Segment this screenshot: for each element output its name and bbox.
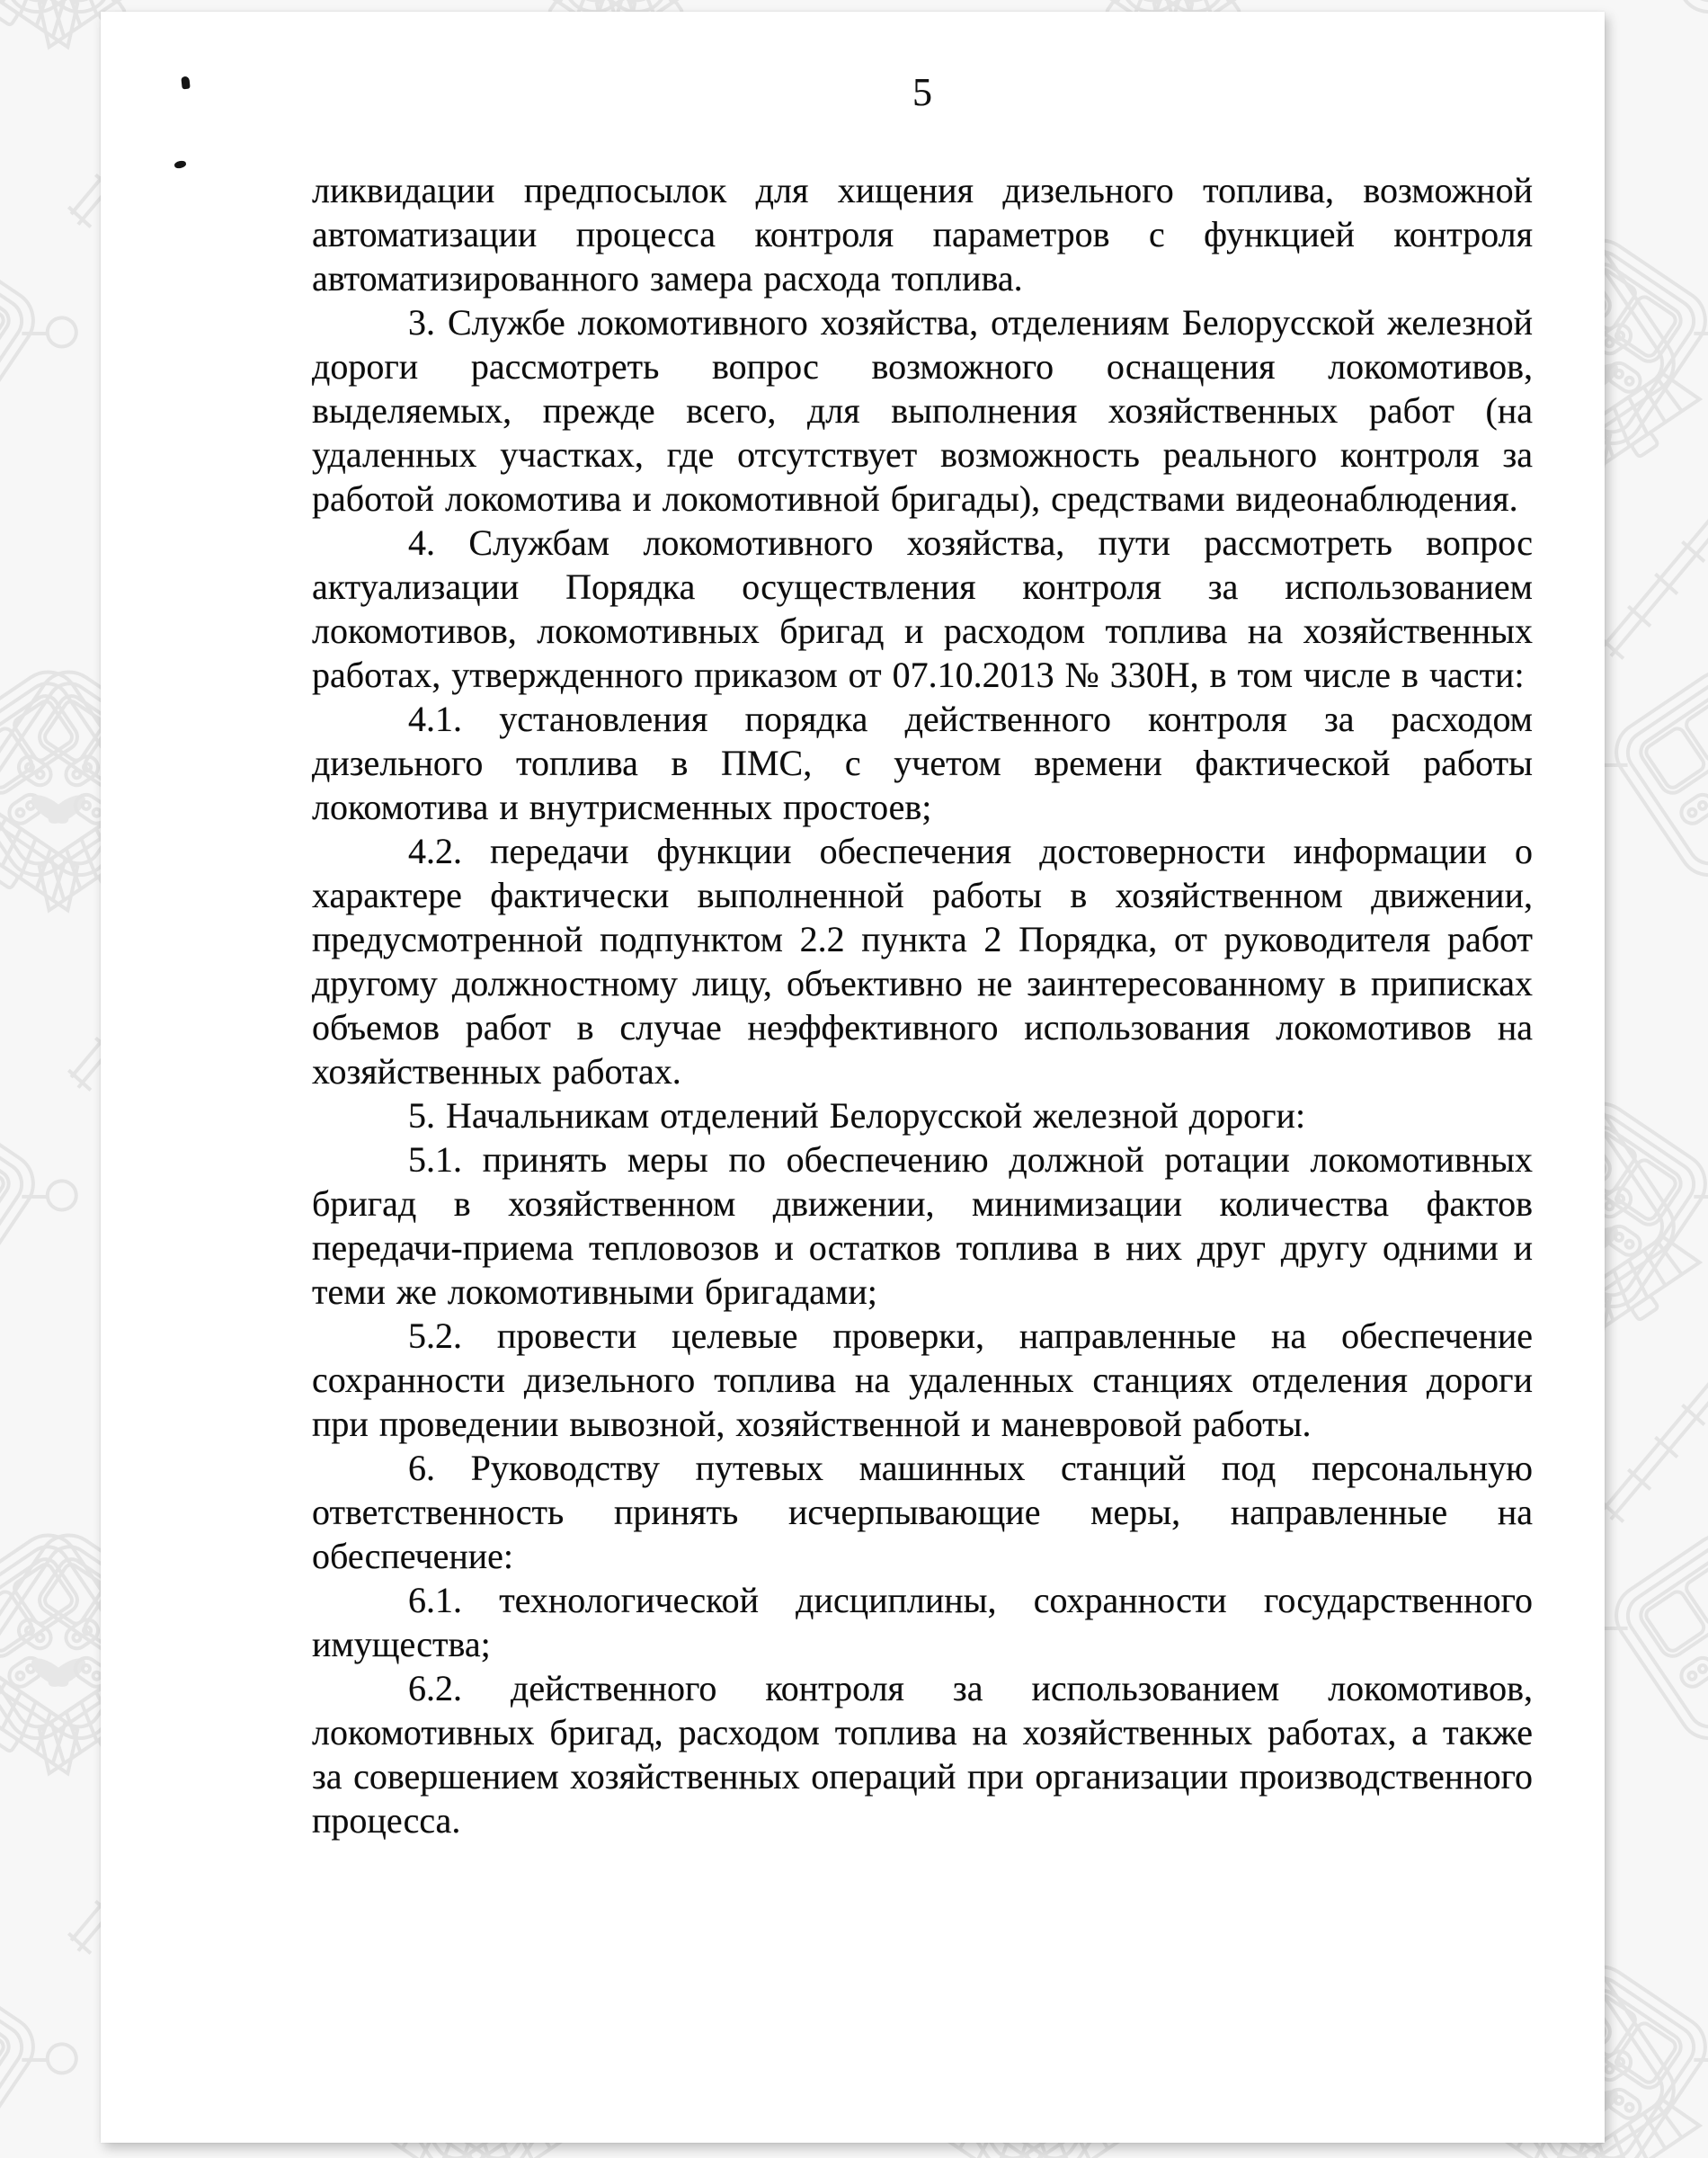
paragraph-item-4-2: 4.2. передачи функции обеспечения достоверности информации о характере фактически выполненной работы в хозяйственном движении, предусмотренной подпунктом 2.2 пункта 2 Порядка, от руководителя работ другому должностному лицу, объективно не заинтересованному в приписках объемов работ в случае неэффективного использования локомотивов на хозяйственных работах. [312,831,1533,1092]
paragraph-item-4: 4. Службам локомотивного хозяйства, пути рассмотреть вопрос актуализации Порядка осуществления контроля за использованием локомотивов, локомотивных бригад и расходом топлива на хозяйственных работах, утвержденного приказом от 07.10.2013 № 330Н, в том числе в части: [312,522,1533,695]
paragraph-item-5-2: 5.2. провести целевые проверки, направленные на обеспечение сохранности дизельного топлива на удаленных станциях отделения дороги при проведении вывозной, хозяйственной и маневровой работы. [312,1315,1533,1444]
paragraph-item-6-1: 6.1. технологической дисциплины, сохранности государственного имущества; [312,1580,1533,1664]
page-content [101,12,1605,1842]
document-page [101,12,1605,2143]
paragraph-item-5-1: 5.1. принять меры по обеспечению должной ротации локомотивных бригад в хозяйственном движении, минимизации количества фактов передачи-приема тепловозов и остатков топлива в них друг другу одними и теми же локомотивными бригадами; [312,1139,1533,1312]
paragraph-item-6-2: 6.2. действенного контроля за использованием локомотивов, локомотивных бригад, расходом топлива на хозяйственных работах, а также за совершением хозяйственных операций при организации производственного процесса. [312,1668,1533,1841]
paragraph-item-5: 5. Начальникам отделений Белорусской железной дороги: [408,1095,1306,1136]
ink-speck [181,76,190,90]
paragraph-item-3: 3. Службе локомотивного хозяйства, отделениям Белорусской железной дороги рассмотреть вопрос возможного оснащения локомотивов, выделяемых, прежде всего, для выполнения хозяйственных работ (на удаленных участках, где отсутствует возможность реального контроля за работой локомотива и локомотивной бригады), средствами видеонаблюдения. [312,302,1533,519]
paragraph-item-6: 6. Руководству путевых машинных станций под персональную ответственность принять исчерпывающие меры, направленные на обеспечение: [312,1448,1533,1576]
paragraph-continuation: ликвидации предпосылок для хищения дизельного топлива, возможной автоматизации процесса контроля параметров с функцией контроля автоматизированного замера расхода топлива. [312,170,1533,299]
paragraph-item-4-1: 4.1. установления порядка действенного контроля за расходом дизельного топлива в ПМС, с учетом времени фактической работы локомотива и внутрисменных простоев; [312,699,1533,827]
page-number: 5 [912,70,932,114]
